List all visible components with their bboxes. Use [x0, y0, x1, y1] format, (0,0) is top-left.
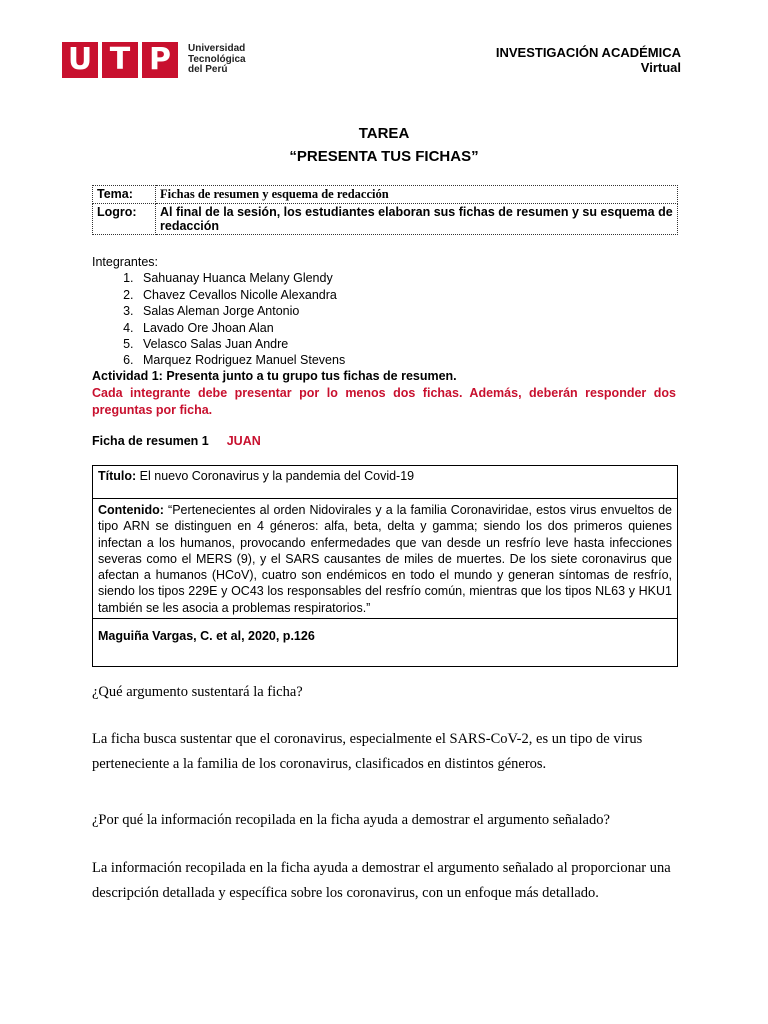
logo-letter-t: T [102, 42, 138, 78]
ficha-contenido-value: “Pertenecientes al orden Nidovirales y a la familia Coronaviridae, estos virus envueltos de tipo ARN se distinguen en 4 géneros: alfa, beta, delta y gamma; siendo los dos primeros quienes infectan a los humanos, provocando enfermedades que van desde un resfrío leve hasta infecciones severas como el MERS (9), y el SARS causantes de miles de muertes. De los siete coronavirus que afectan a humanos (HCoV), cuatro son endémicos en todo el mundo y generan síntomas de resfrío, siendo los tipos 229E y OC43 los responsables del resfrío común, mientras que los tipos NL63 y HKU1 también se les asocia a problemas respiratorios.” [98, 503, 672, 615]
logro-value: Al final de la sesión, los estudiantes elaboran sus fichas de resumen y su esquema de redacción [156, 204, 678, 235]
list-item: 1. Sahuanay Huanca Melany Glendy [137, 270, 345, 286]
actividad-title: Actividad 1: Presenta junto a tu grupo tus fichas de resumen. [92, 369, 457, 383]
logo-text-line: Universidad [188, 43, 246, 55]
header-course [496, 45, 681, 75]
ficha-titulo-label: Título: [98, 469, 137, 483]
logo-text [188, 44, 246, 76]
logo-text-line: del Perú [188, 64, 228, 76]
answer-1: La ficha busca sustentar que el coronavirus, especialmente el SARS-CoV-2, es un tipo de virus perteneciente a la familia de los coronavirus, clasificados en distintos géneros. [92, 731, 643, 772]
logo-text-line: Tecnológica [188, 53, 246, 65]
page-subtitle: “PRESENTA TUS FICHAS” [289, 148, 479, 165]
list-item: 3. Salas Aleman Jorge Antonio [137, 303, 345, 319]
header-course-title: INVESTIGACIÓN ACADÉMICA [495, 45, 681, 60]
tema-value: Fichas de resumen y esquema de redacción [156, 186, 678, 204]
list-item: 4. Lavado Ore Jhoan Alan [137, 320, 345, 336]
integrantes-list [92, 270, 345, 368]
ficha-citation-row [93, 618, 677, 666]
list-item: 5. Velasco Salas Juan Andre [137, 336, 345, 352]
ficha-titulo-row [93, 466, 677, 498]
topic-table [92, 185, 678, 235]
ficha-author: JUAN [226, 434, 261, 448]
integrantes-label: Integrantes: [92, 255, 159, 269]
ficha-table [92, 465, 678, 667]
ficha-citation: Maguiña Vargas, C. et al, 2020, p.126 [98, 629, 315, 643]
tema-row [93, 186, 678, 204]
logro-label: Logro: [93, 204, 156, 235]
logo-letter-u: U [62, 42, 98, 78]
ficha-heading-label: Ficha de resumen 1 [92, 434, 209, 448]
list-item: 6. Marquez Rodriguez Manuel Stevens [137, 352, 345, 368]
logo-letter-p: P [142, 42, 178, 78]
question-1: ¿Qué argumento sustentará la ficha? [92, 684, 303, 700]
ficha-heading [92, 434, 261, 448]
utp-logo [62, 42, 246, 78]
actividad-instruction: Cada integrante debe presentar por lo menos dos fichas. Además, deberán responder dos preguntas por ficha. [92, 386, 676, 417]
header-course-mode: Virtual [640, 60, 681, 75]
tema-label: Tema: [93, 186, 156, 204]
ficha-contenido-row [93, 498, 677, 618]
logro-row [93, 204, 678, 235]
page-title: TAREA [358, 125, 410, 142]
list-item: 2. Chavez Cevallos Nicolle Alexandra [137, 287, 345, 303]
ficha-titulo-value: El nuevo Coronavirus y la pandemia del Covid-19 [136, 469, 415, 483]
ficha-contenido-label: Contenido: [98, 503, 164, 517]
integrantes-section [92, 254, 345, 369]
actividad-section [92, 368, 676, 419]
answer-2: La información recopilada en la ficha ayuda a demostrar el argumento señalado al proporcionar una descripción detallada y específica sobre los coronavirus, con un enfoque más detallado. [92, 860, 671, 901]
question-2: ¿Por qué la información recopilada en la ficha ayuda a demostrar el argumento señalado? [92, 812, 610, 828]
